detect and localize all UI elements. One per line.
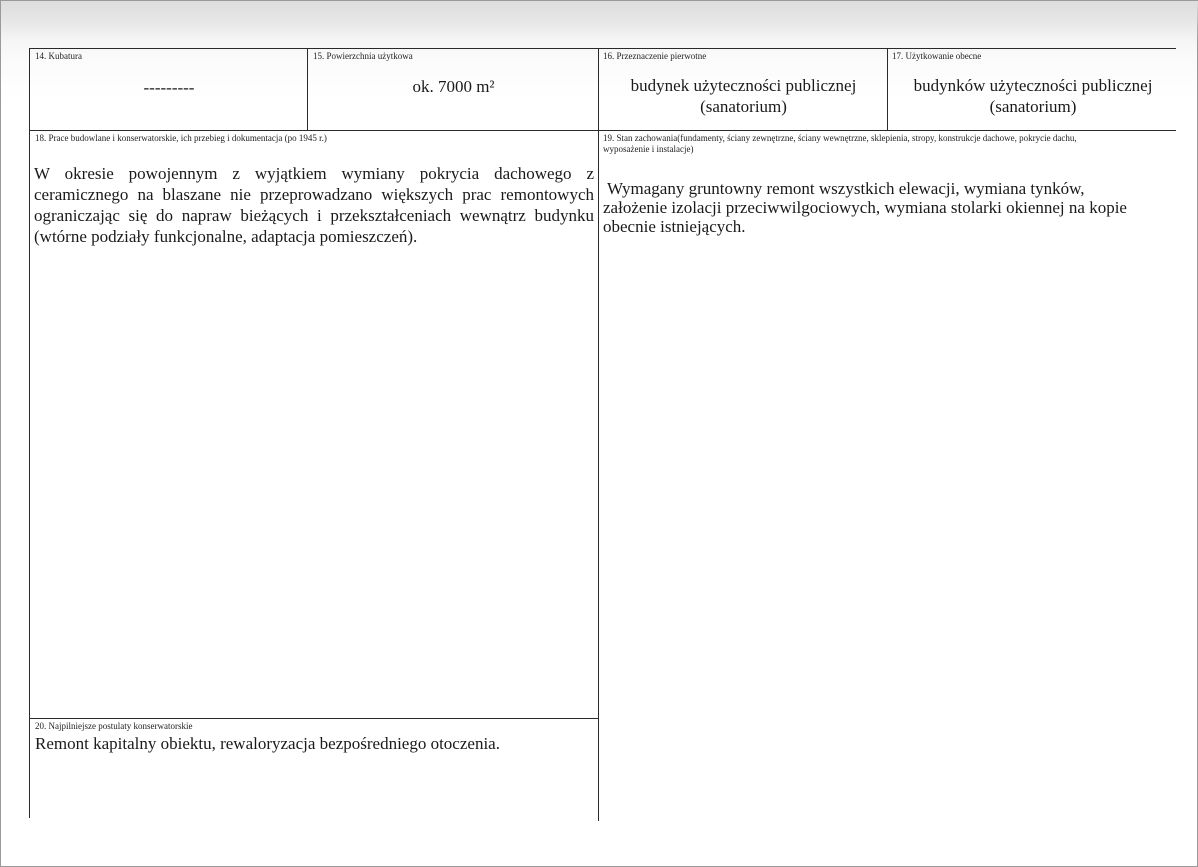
table-top-border <box>29 48 1176 49</box>
divider-16-17 <box>887 48 888 131</box>
przeznaczenie-value-line1: budynek użyteczności publicznej <box>630 76 857 95</box>
stan-text-line2: założenie izolacji przeciwwilgociowych, wymiana stolarki okiennej na kopie <box>603 198 1127 217</box>
header-row-bottom-border <box>29 130 1176 131</box>
przeznaczenie-value-line2: (sanatorium) <box>700 97 787 116</box>
divider-14-15 <box>307 48 308 131</box>
uzytkowanie-value-line2: (sanatorium) <box>989 97 1077 116</box>
uzytkowanie-label: 17. Użytkowanie obecne <box>892 51 982 61</box>
powierzchnia-label: 15. Powierzchnia użytkowa <box>313 51 413 61</box>
postulaty-text: Remont kapitalny obiektu, rewaloryzacja bezpośredniego otoczenia. <box>35 734 500 753</box>
stan-text-line1: Wymagany gruntowny remont wszystkich elewacji, wymiana tynków, <box>607 179 1085 198</box>
scan-shadow <box>1 1 1198 41</box>
stan-text-line3: obecnie istniejących. <box>603 217 746 236</box>
kubatura-label: 14. Kubatura <box>35 51 82 61</box>
prace-text: W okresie powojennym z wyjątkiem wymiany pokrycia dachowego z ceramicznego na blaszane nie przeprowadzano większych prac remontowych ograniczając się do napraw bieżących i przekształceniach wewnątrz budynku (wtórne podziały funkcjonalne, adaptacja pomieszczeń). <box>34 164 594 246</box>
powierzchnia-value: ok. 7000 m² <box>412 77 495 96</box>
table-left-border <box>29 48 30 818</box>
postulaty-label: 20. Najpilniejsze postulaty konserwatorskie <box>35 721 193 731</box>
uzytkowanie-value-line1: budynków użyteczności publicznej <box>913 76 1153 95</box>
stan-label-line2: wyposażenie i instalacje) <box>603 144 694 154</box>
divider-15-16 <box>598 48 599 821</box>
section-20-top-border <box>29 718 599 719</box>
stan-label-line1: 19. Stan zachowania(fundamenty, ściany zewnętrzne, ściany wewnętrzne, sklepienia, stropy, konstrukcje dachowe, pokrycie dachu, <box>603 133 1077 143</box>
przeznaczenie-label: 16. Przeznaczenie pierwotne <box>603 51 707 61</box>
kubatura-value: --------- <box>143 78 195 97</box>
prace-label: 18. Prace budowlane i konserwatorskie, ich przebieg i dokumentacja (po 1945 r.) <box>35 133 327 143</box>
